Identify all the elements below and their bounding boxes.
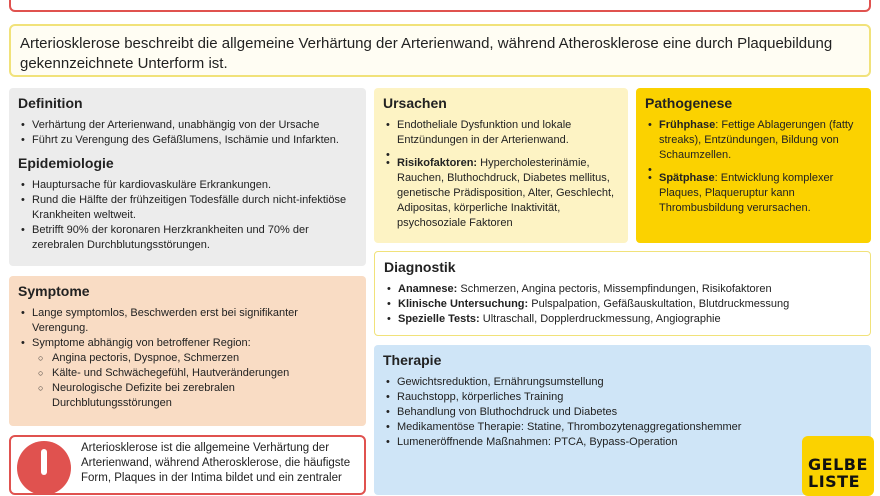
warning-text: Arteriosklerose ist die allgemeine Verhärtung der Arterienwand, während Atherosklerose, die häufigste Form, Plaques in der Intima bildet und ein zentraler (81, 442, 351, 484)
causes-heading: Ursachen (383, 95, 447, 111)
list-item-text: Symptome abhängig von betroffener Region: (32, 337, 251, 349)
list-item (397, 156, 619, 231)
symptoms-sublist (32, 351, 357, 411)
pathogenesis-heading: Pathogenese (645, 95, 733, 111)
epidemiology-heading: Epidemiologie (18, 155, 114, 171)
list-item: • Endotheliale Dysfunktion und lokale Entzündungen in der Arterienwand. (397, 118, 619, 148)
list-spacer (397, 148, 619, 156)
list-item: • Führt zu Verengung des Gefäßlumens, Ischämie und Infarkten. (32, 133, 357, 148)
list-item-text: : Entwicklung komplexer Plaques, Plaqueruptur kann Thrombusbildung verursachen. (659, 172, 834, 214)
intro-summary (9, 24, 871, 77)
list-item: • Behandlung von Bluthochdruck und Diabetes (397, 405, 862, 420)
list-item (32, 336, 357, 411)
list-item: • Rund die Hälfte der frühzeitigen Todesfälle durch nicht-infektiöse Krankheiten weltweit. (32, 193, 357, 223)
diagnostics-list (384, 282, 861, 327)
list-item-text: Schmerzen, Angina pectoris, Missempfindungen, Risikofaktoren (457, 283, 772, 295)
list-spacer (659, 163, 862, 171)
list-item (398, 297, 861, 312)
list-item: • Lumeneröffnende Maßnahmen: PTCA, Bypass-Operation (397, 435, 862, 450)
list-item: • Medikamentöse Therapie: Statine, Thrombozytenaggregationshemmer (397, 420, 862, 435)
logo-line-1: GELBE (808, 455, 868, 474)
logo-line-2: LISTE (808, 472, 861, 491)
causes-list (383, 118, 619, 231)
list-item-text: Ultraschall, Dopplerdruckmessung, Angiographie (479, 313, 721, 325)
list-item-text: Hypercholesterinämie, Rauchen, Bluthochdruck, Diabetes mellitus, genetische Prädisposition, Alter, Geschlecht, Adipositas, körperliche Inaktivität, psychosoziale Faktoren (397, 157, 615, 229)
title-banner (9, 0, 871, 12)
list-item: • Verhärtung der Arterienwand, unabhängig von der Ursache (32, 118, 357, 133)
list-item (398, 312, 861, 327)
sublist-item: ○ Angina pectoris, Dyspnoe, Schmerzen (52, 351, 357, 366)
list-item: • Gewichtsreduktion, Ernährungsumstellung (397, 375, 862, 390)
symptoms-heading: Symptome (18, 283, 90, 299)
pathogenesis-card (636, 88, 871, 243)
list-item-label: Frühphase (659, 119, 716, 131)
list-item: • Hauptursache für kardiovaskuläre Erkrankungen. (32, 178, 357, 193)
sublist-item: ○ Kälte- und Schwächegefühl, Hautveränderungen (52, 366, 357, 381)
therapy-heading: Therapie (383, 352, 442, 368)
therapy-list (383, 375, 862, 450)
epidemiology-list (18, 178, 357, 253)
warning-box (9, 435, 366, 495)
therapy-card (374, 345, 871, 495)
intro-text: Arteriosklerose beschreibt die allgemeine Verhärtung der Arterienwand, während Atherosklerose eine durch Plaquebildung gekennzeichnete Unterform ist. (20, 35, 833, 72)
list-item-label: Spezielle Tests: (398, 313, 480, 325)
definition-list (18, 118, 357, 148)
symptoms-list (18, 306, 357, 411)
list-item-text: Pulspalpation, Gefäßauskultation, Blutdruckmessung (528, 298, 790, 310)
list-item-text: : Fettige Ablagerungen (fatty streaks), Entzündungen, Bildung von Schaumzellen. (659, 119, 854, 161)
list-item (659, 118, 862, 163)
exclamation-icon (17, 441, 71, 495)
list-item: • Betrifft 90% der koronaren Herzkrankheiten und 70% der zerebralen Durchblutungsstörungen. (32, 223, 357, 253)
list-item (659, 171, 862, 216)
list-item-label: Klinische Untersuchung: (398, 298, 529, 310)
gelbe-liste-logo[interactable] (802, 436, 874, 496)
list-item: • Lange symptomlos, Beschwerden erst bei signifikanter Verengung. (32, 306, 357, 336)
list-item (398, 282, 861, 297)
symptoms-card (9, 276, 366, 426)
definition-epidemiology-card (9, 88, 366, 266)
list-item-label: Risikofaktoren: (397, 157, 478, 169)
causes-card (374, 88, 628, 243)
list-item: • Rauchstopp, körperliches Training (397, 390, 862, 405)
list-item-label: Spätphase (659, 172, 715, 184)
list-item-label: Anamnese: (398, 283, 458, 295)
diagnostics-heading: Diagnostik (384, 259, 456, 275)
sublist-item: ○ Neurologische Defizite bei zerebralen Durchblutungsstörungen (52, 381, 357, 411)
pathogenesis-list (645, 118, 862, 216)
diagnostics-card (374, 251, 871, 336)
definition-heading: Definition (18, 95, 83, 111)
